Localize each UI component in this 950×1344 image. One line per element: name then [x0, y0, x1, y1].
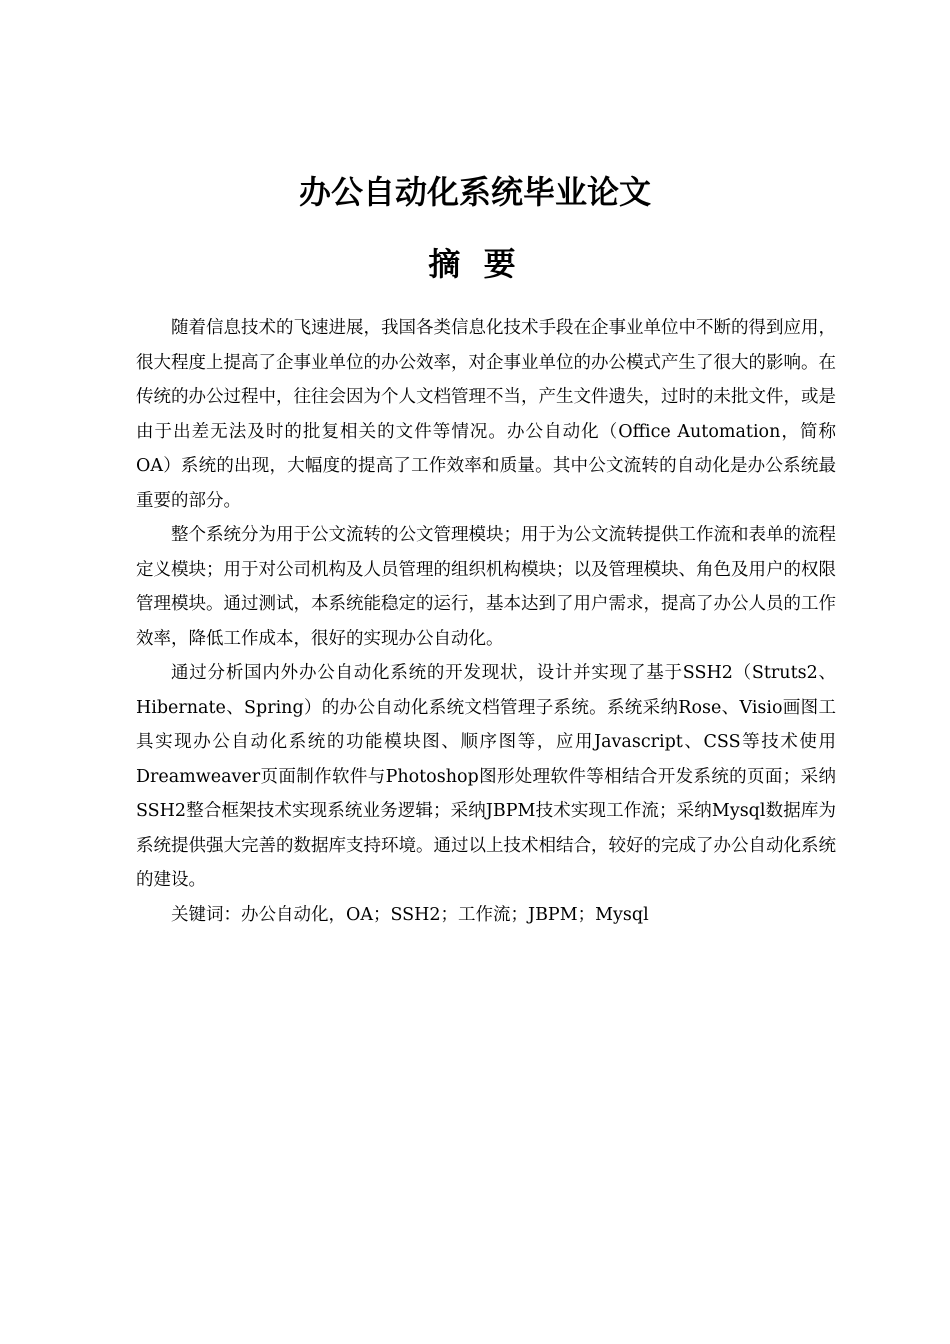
abstract-paragraph-2: 整个系统分为用于公文流转的公文管理模块；用于为公文流转提供工作流和表单的流程定义模块；用于对公司机构及人员管理的组织机构模块；以及管理模块、角色及用户的权限管理模块。通过测试，本系统能稳定的运行，基本达到了用户需求，提高了办公人员的工作效率，降低工作成本，很好的实现办公自动化。 — [136, 525, 836, 649]
abstract-body — [136, 311, 836, 932]
abstract-paragraph-3: 通过分析国内外办公自动化系统的开发现状，设计并实现了基于SSH2（Struts2、Hibernate、Spring）的办公自动化系统文档管理子系统。系统采纳Rose、Visio画图工具实现办公自动化系统的功能模块图、顺序图等，应用Javascript、CSS等技术使用Dreamweaver页面制作软件与Photoshop图形处理软件等相结合开发系统的页面；采纳SSH2整合框架技术实现系统业务逻辑；采纳JBPM技术实现工作流；采纳Mysql数据库为系统提供强大完善的数据库支持环境。通过以上技术相结合，较好的完成了办公自动化系统的建设。 — [136, 663, 836, 890]
document-title: 办公自动化系统毕业论文 — [298, 173, 651, 211]
keywords-line: 关键词：办公自动化，OA；SSH2；工作流；JBPM；Mysql — [171, 904, 649, 925]
abstract-paragraph-1: 随着信息技术的飞速进展，我国各类信息化技术手段在企事业单位中不断的得到应用，很大程度上提高了企事业单位的办公效率，对企事业单位的办公模式产生了很大的影响。在传统的办公过程中，往往会因为个人文档管理不当，产生文件遗失，过时的未批文件，或是由于出差无法及时的批复相关的文件等情况。办公自动化（Office Automation，简称 OA）系统的出现，大幅度的提高了工作效率和质量。其中公文流转的自动化是办公系统最重要的部分。 — [136, 318, 836, 511]
abstract-heading: 摘 要 — [428, 245, 522, 283]
